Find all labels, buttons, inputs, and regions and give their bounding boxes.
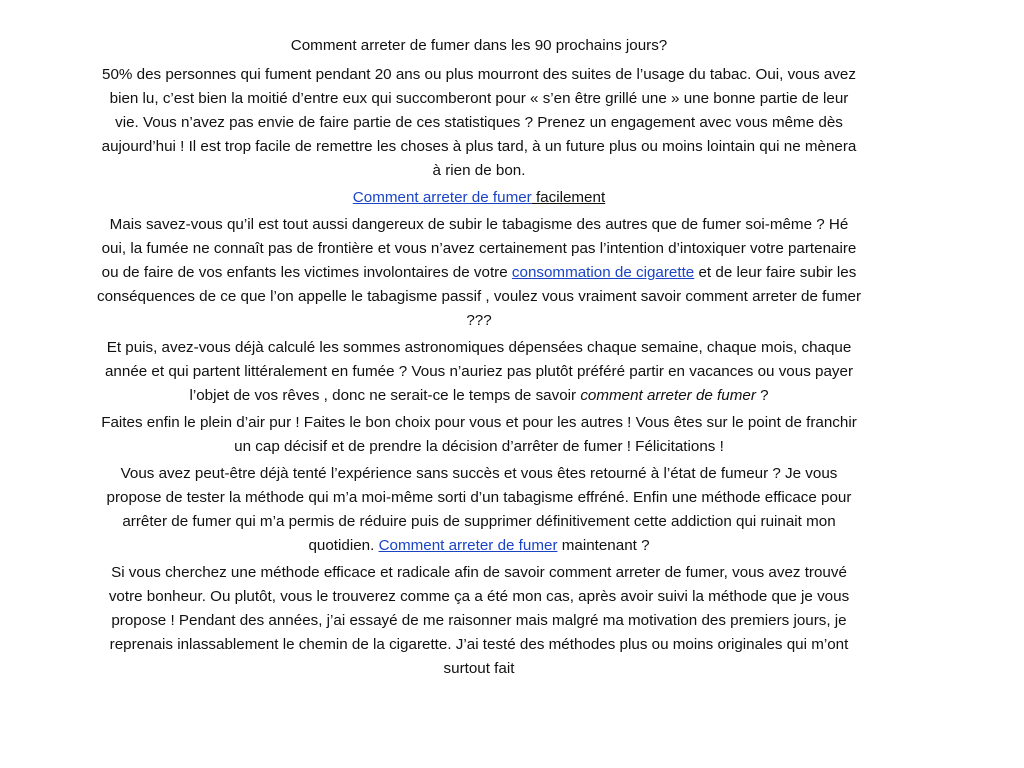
document-body	[96, 34, 862, 684]
comment-arreter-link[interactable]: Comment arreter de fumer	[352, 189, 532, 206]
paragraph-3-text-a: Et puis, avez-vous déjà calculé les sommes astronomiques dépensées chaque semaine, chaque mois, chaque année et qui partent littéralement en fumée ? Vous n’auriez pas plutôt préféré partir en vacances ou vous payer l’objet de vos rêves , donc ne serait-ce le temps de savoir	[104, 339, 854, 404]
page-title: Comment arreter de fumer dans les 90 prochains jours?	[290, 37, 668, 54]
paragraph-felicitations: Faites enfin le plein d’air pur ! Faites le bon choix pour vous et pour les autres ! Vous êtes sur le point de franchir un cap décisif et de prendre la décision d’arrêter de fumer ! Félicitations !	[101, 414, 857, 455]
paragraph-methode-efficace: Si vous cherchez une méthode efficace et radicale afin de savoir comment arreter de fumer, vous avez trouvé votre bonheur. Ou plutôt, vous le trouverez comme ça a été mon cas, après avoir suivi la méthode que je vous propose ! Pendant des années, j’ai essayé de me raisonner mais malgré ma motivation des premiers jours, je reprenais inlassablement le chemin de la cigarette. J’ai testé des méthodes plus ou moins originales qui m’ont surtout fait	[108, 564, 850, 677]
paragraph-2-text-b: et de leur faire subir les conséquences de ce que l’on appelle le tabagisme passif , voulez vous vraiment savoir comment arreter de fumer ???	[97, 264, 861, 329]
paragraph-5-text-a: Vous avez peut-être déjà tenté l’expérience sans succès et vous êtes retourné à l’état de fumeur ? Je vous propose de tester la méthode qui m’a moi-même sorti d’un tabagisme effréné. Enfin une méthode efficace pour arrêter de fumer qui m’a permis de réduire puis de supprimer définitivement cette addiction qui ruinait mon quotidien.	[106, 465, 852, 554]
heading-link-tail: facilement	[531, 189, 606, 206]
comment-arreter-maintenant-link[interactable]: Comment arreter de fumer	[378, 537, 558, 554]
paragraph-methode	[96, 462, 862, 558]
paragraph-3-text-b: ?	[755, 387, 769, 404]
paragraph-intro: 50% des personnes qui fument pendant 20 ans ou plus mourront des suites de l’usage du tabac. Oui, vous avez bien lu, c’est bien la moitié d’entre eux qui succomberont pour « s’en être grillé une » une bonne partie de leur vie. Vous n’avez pas envie de faire partie de ces statistiques ? Prenez un engagement avec vous même dès aujourd’hui ! Il est trop facile de remettre les choses à plus tard, à un future plus ou moins lointain qui ne mènera à rien de bon.	[101, 66, 857, 179]
paragraph-tabagisme-passif	[96, 213, 862, 333]
paragraph-depenses	[96, 336, 862, 408]
paragraph-3-italic: comment arreter de fumer	[580, 387, 756, 404]
paragraph-2-text-a: Mais savez-vous qu’il est tout aussi dangereux de subir le tabagisme des autres que de fumer soi-même ? Hé oui, la fumée ne connaît pas de frontière et vous n’avez certainement pas l’intention d’intoxiquer votre partenaire ou de faire de vos enfants les victimes involontaires de votre	[101, 216, 857, 281]
heading-link-line	[96, 186, 862, 210]
paragraph-5-text-b: maintenant ?	[557, 537, 650, 554]
consommation-cigarette-link[interactable]: consommation de cigarette	[511, 264, 695, 281]
